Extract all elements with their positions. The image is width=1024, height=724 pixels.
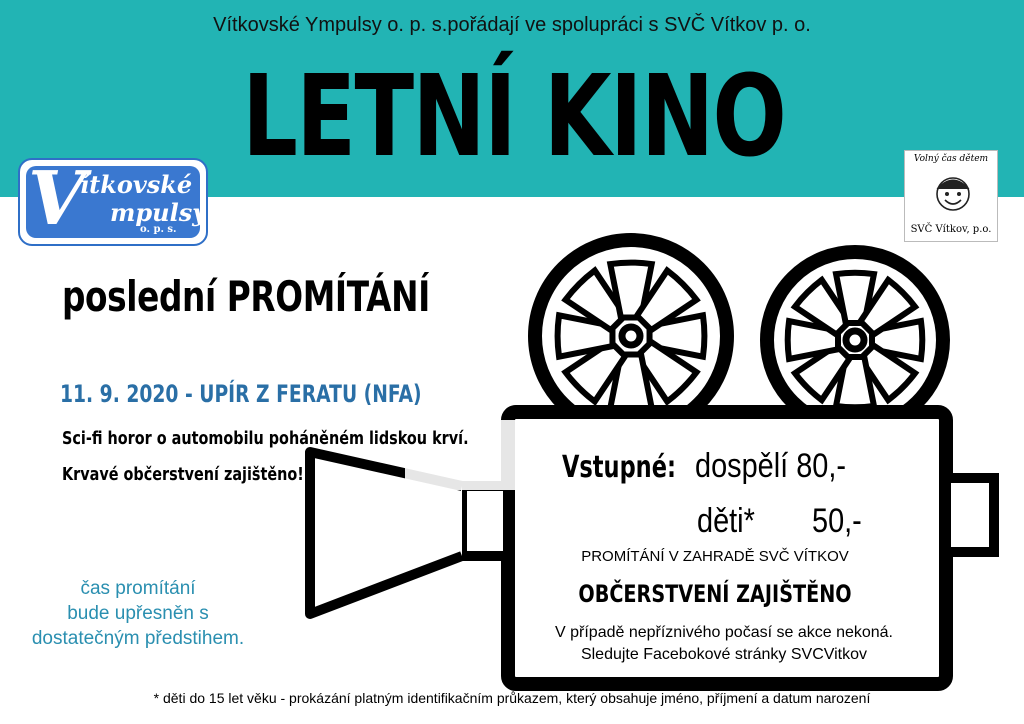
svc-logo-top-text: Volný čas dětem [913, 154, 989, 164]
last-screening-heading [62, 272, 430, 321]
subtitle-part1: poslední [62, 272, 227, 321]
admission-label: Vstupné: [562, 450, 676, 485]
movie-title-line: 11. 9. 2020 - UPÍR Z FERATU (NFA) [60, 380, 422, 408]
kid-price-label: děti* [697, 502, 755, 540]
main-title: LETNÍ KINO [242, 52, 786, 182]
logo-text-line2: mpulsy [110, 198, 207, 227]
refreshments-line: OBČERSTVENÍ ZAJIŠTĚNO [578, 580, 852, 608]
svc-logo-bottom-text: SVČ Vítkov, p.o. [910, 224, 992, 235]
subtitle-part2: PROMÍTÁNÍ [226, 272, 430, 321]
age-footnote: * děti do 15 let věku - prokázání platným identifikačním průkazem, který obsahuje jméno, příjmení a datum narození [153, 690, 871, 706]
adult-price: dospělí 80,- [695, 447, 847, 485]
organizers-line: Vítkovské Ympulsy o. p. s.pořádají ve spolupráci s SVČ Vítkov p. o. [213, 14, 811, 36]
projector-lens-neck [462, 486, 508, 556]
projector-side-knob [946, 478, 994, 552]
logo-text-line1: ítkovské [80, 170, 193, 199]
weather-note-1: V případě nepříznivého počasí se akce nekoná. [555, 624, 893, 641]
movie-description-2: Krvavé občerstvení zajištěno! [62, 464, 304, 485]
time-note-line3: dostatečným předstihem. [31, 628, 245, 649]
time-note-line1: čas promítání [80, 578, 196, 599]
logo-letter-v: V [28, 158, 86, 242]
kid-price-value: 50,- [812, 502, 862, 540]
time-note-line2: bude upřesněn s [67, 603, 209, 624]
venue-line: PROMÍTÁNÍ V ZAHRADĚ SVČ VÍTKOV [581, 548, 849, 565]
screening-time-note [10, 576, 266, 651]
weather-note-2: Sledujte Facebokové stránky SVCVitkov [580, 646, 868, 663]
movie-description-1: Sci-fi horor o automobilu poháněném lidskou krví. [62, 428, 469, 449]
logo-text-line3: o. p. s. [140, 224, 177, 235]
